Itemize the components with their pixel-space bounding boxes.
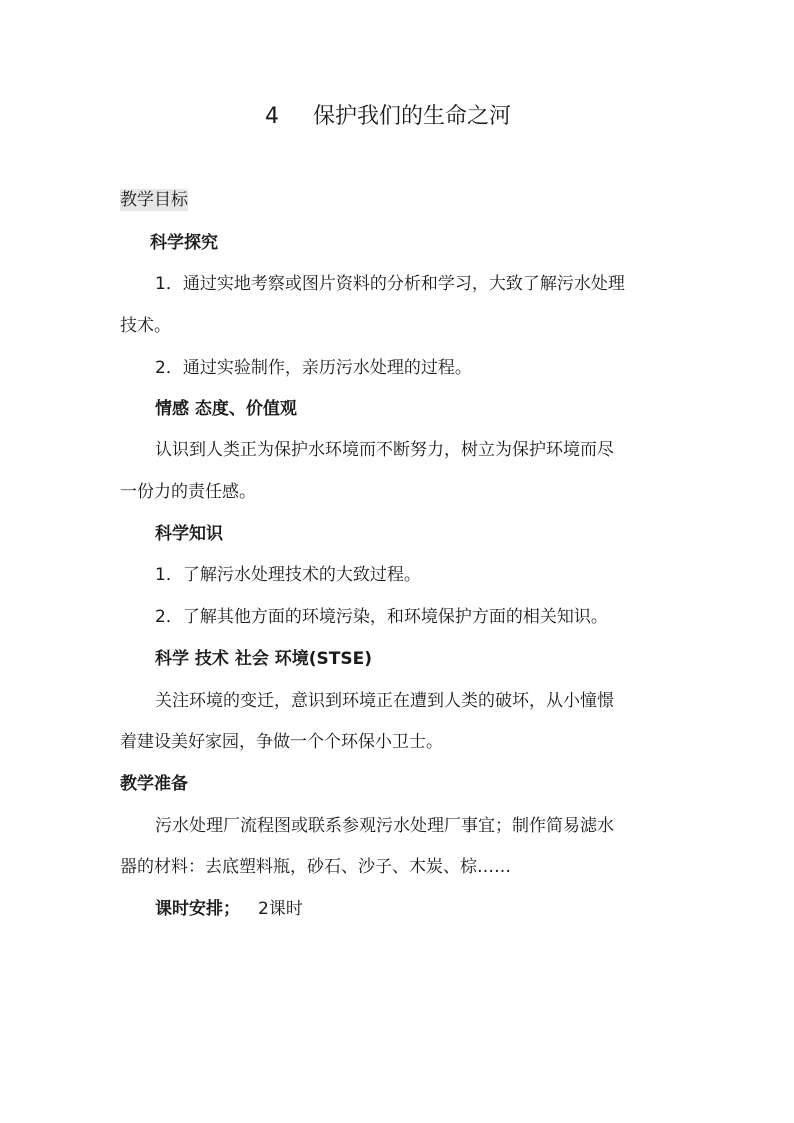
schedule-value: 2课时 — [258, 899, 303, 919]
knowledge-item-1: 1．了解污水处理技术的大致过程。 — [155, 565, 421, 585]
prep-text: 污水处理厂流程图或联系参观污水处理厂事宜；制作简易滤水 — [155, 816, 614, 836]
section-heading-goals: 教学目标 — [120, 190, 188, 210]
inquiry-item-2: 2．通过实验制作，亲历污水处理的过程。 — [155, 358, 472, 378]
inquiry-item-1-cont: 技术。 — [120, 316, 171, 336]
stse-text: 关注环境的变迁，意识到环境正在遭到人类的破坏，从小憧憬 — [155, 691, 614, 711]
lesson-number: 4 — [265, 104, 279, 129]
schedule-line — [155, 898, 303, 920]
page-title — [265, 103, 511, 131]
subheading-inquiry: 科学探究 — [150, 233, 218, 253]
inquiry-item-1: 1．通过实地考察或图片资料的分析和学习，大致了解污水处理 — [155, 274, 625, 294]
stse-text-cont: 着建设美好家园，争做一个个环保小卫士。 — [120, 732, 443, 752]
knowledge-item-2: 2．了解其他方面的环境污染，和环境保护方面的相关知识。 — [155, 607, 608, 627]
schedule-label: 课时安排； — [155, 899, 240, 919]
emotion-text: 认识到人类正为保护水环境而不断努力，树立为保护环境而尽 — [155, 440, 614, 460]
subheading-knowledge: 科学知识 — [155, 524, 223, 544]
subheading-emotion: 情感 态度、价值观 — [155, 399, 297, 419]
emotion-text-cont: 一份力的责任感。 — [120, 482, 256, 502]
section-heading-prep: 教学准备 — [120, 774, 188, 794]
lesson-title: 保护我们的生命之河 — [313, 104, 512, 129]
prep-text-cont: 器的材料：去底塑料瓶，砂石、沙子、木炭、棕…… — [120, 857, 511, 877]
subheading-stse: 科学 技术 社会 环境(STSE) — [155, 649, 372, 669]
